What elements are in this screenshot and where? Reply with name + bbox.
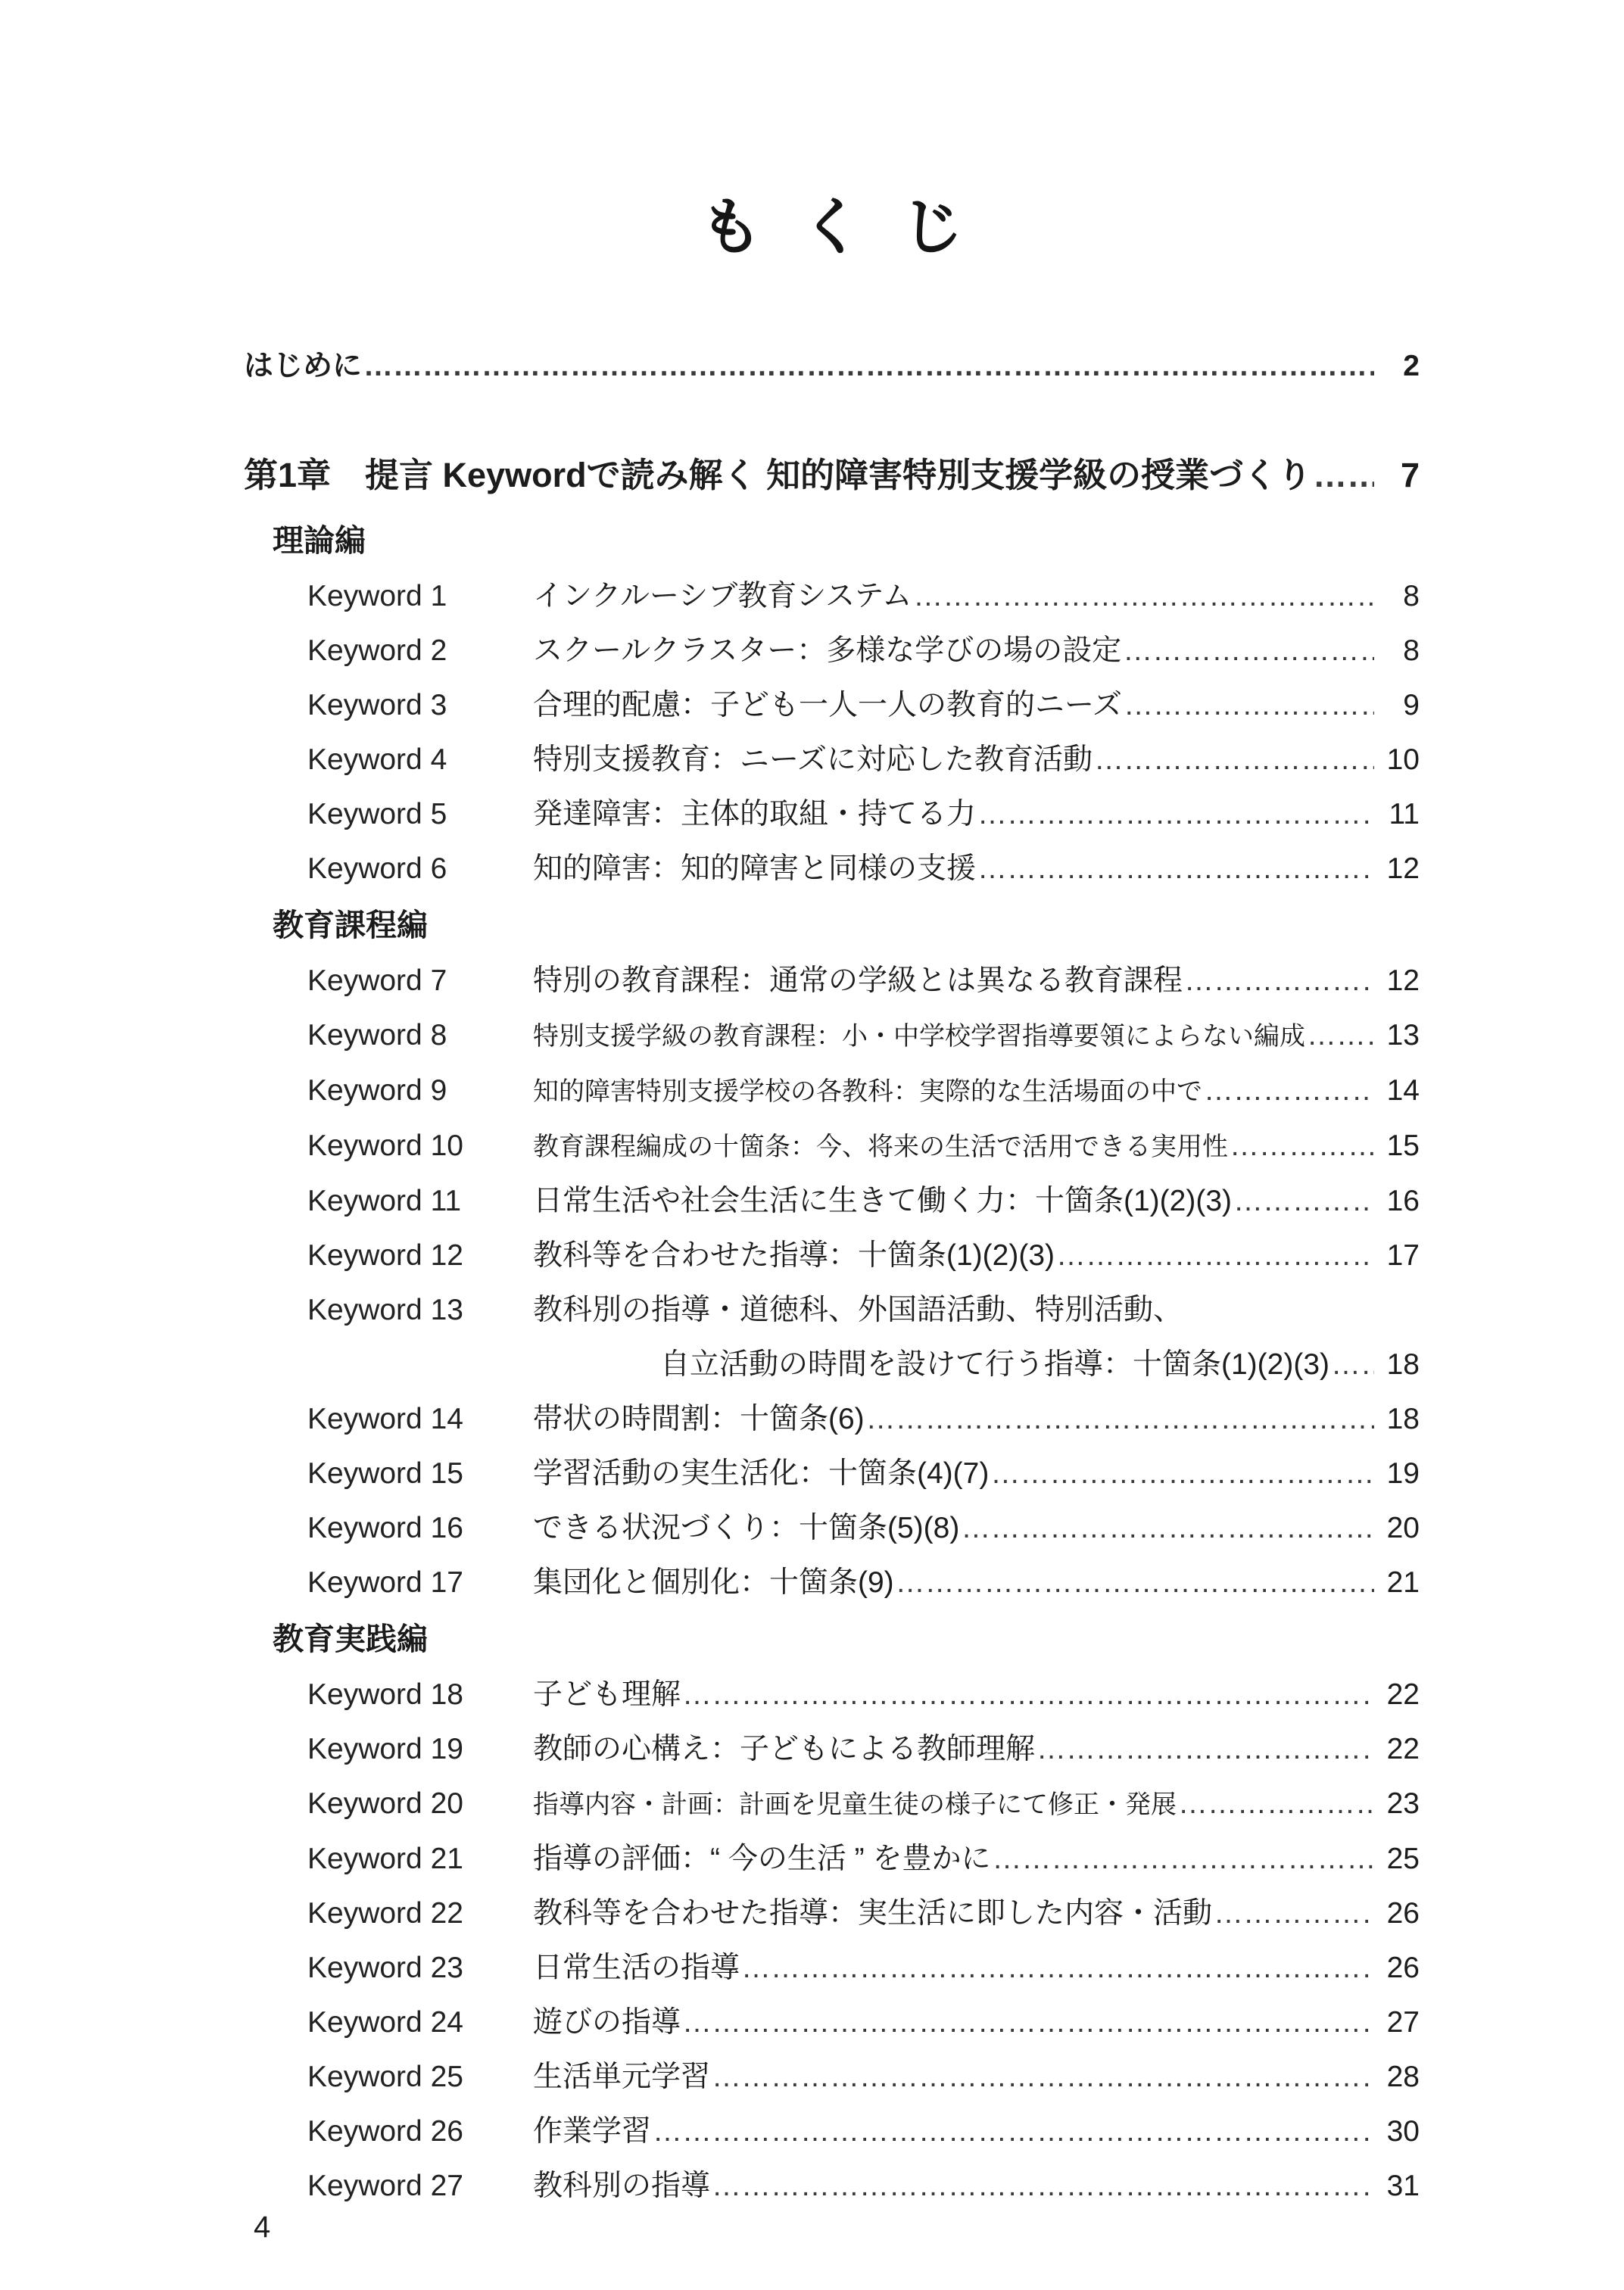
toc-entry (244, 1119, 1420, 1174)
toc-entry (244, 1008, 1420, 1064)
entry-title: 指導内容・計画：計画を児童生徒の様子にて修正・発展 (533, 1790, 1177, 1819)
entry-title: 日常生活の指導 (533, 1952, 740, 1984)
entry-title: 日常生活や社会生活に生きて働く力：十箇条(1)(2)(3) (533, 1185, 1232, 1217)
dot-leader (363, 338, 1374, 394)
dot-leader (682, 1668, 1374, 1722)
toc-entry (244, 2105, 1420, 2159)
toc-entry-frontmatter (244, 338, 1420, 394)
dot-leader (896, 1556, 1374, 1610)
keyword-label: Keyword 23 (307, 1952, 463, 1984)
toc-entry (244, 1447, 1420, 1501)
toc-entry (244, 1501, 1420, 1556)
entry-title: 教科別の指導 (533, 2170, 711, 2202)
dot-leader (1331, 1338, 1374, 1392)
keyword-label: Keyword 26 (307, 2115, 463, 2148)
toc-entry (244, 954, 1420, 1008)
entry-title: 帯状の時間割：十箇条(6) (533, 1403, 865, 1435)
keyword-label: Keyword 4 (307, 743, 447, 776)
keyword-label: Keyword 1 (307, 580, 447, 612)
dot-leader (1313, 444, 1374, 507)
toc-entry (244, 624, 1420, 678)
keyword-label: Keyword 8 (307, 1019, 447, 1052)
entry-title: スクールクラスター：多様な学びの場の設定 (533, 634, 1122, 667)
entry-title: 特別支援教育：ニーズに対応した教育活動 (533, 743, 1093, 776)
entry-title: 特別支援学級の教育課程：小・中学校学習指導要領によらない編成 (533, 1022, 1305, 1051)
dot-leader (1123, 624, 1374, 678)
entry-title: インクルーシブ教育システム (533, 580, 912, 612)
keyword-label: Keyword 16 (307, 1512, 463, 1544)
entry-page-number: 12 (1386, 964, 1420, 997)
toc-entry (244, 1996, 1420, 2050)
keyword-label: Keyword 13 (307, 1294, 463, 1326)
entry-page-number: 26 (1386, 1952, 1420, 1984)
entry-page-number: 16 (1386, 1185, 1420, 1217)
keyword-label: Keyword 6 (307, 852, 447, 885)
entry-page-number: 19 (1386, 1457, 1420, 1490)
dot-leader (992, 1832, 1374, 1887)
dot-leader (1178, 1777, 1374, 1831)
entry-page-number: 8 (1403, 634, 1420, 667)
toc-entry (244, 678, 1420, 733)
dot-leader (1233, 1174, 1374, 1229)
keyword-label: Keyword 21 (307, 1843, 463, 1875)
toc-body (244, 512, 1420, 2214)
toc-entry (244, 1229, 1420, 1283)
entry-page-number: 10 (1386, 743, 1420, 776)
toc-entry (244, 733, 1420, 787)
toc-entry (244, 2050, 1420, 2105)
entry-page-number: 22 (1386, 1678, 1420, 1711)
keyword-label: Keyword 2 (307, 634, 447, 667)
entry-page-number: 18 (1386, 1403, 1420, 1435)
entry-title: 作業学習 (533, 2115, 652, 2148)
dot-leader (866, 1392, 1374, 1447)
entry-title: 集団化と個別化：十箇条(9) (533, 1566, 894, 1599)
keyword-label: Keyword 3 (307, 689, 447, 721)
keyword-label: Keyword 17 (307, 1566, 463, 1599)
chapter-page-number: 7 (1400, 456, 1420, 494)
entry-page-number: 25 (1386, 1843, 1420, 1875)
entry-title: 生活単元学習 (533, 2061, 711, 2093)
entry-page-number: 8 (1403, 580, 1420, 612)
entry-page-number: 15 (1386, 1129, 1420, 1162)
entry-title: 自立活動の時間を設けて行う指導：十箇条(1)(2)(3) (660, 1348, 1329, 1381)
dot-leader (990, 1447, 1374, 1501)
entry-page-number: 26 (1386, 1897, 1420, 1930)
dot-leader (977, 787, 1374, 842)
keyword-label: Keyword 22 (307, 1897, 463, 1930)
toc-entry (244, 1722, 1420, 1777)
toc-entry (244, 1064, 1420, 1119)
keyword-label: Keyword 27 (307, 2170, 463, 2202)
toc-entry (244, 842, 1420, 896)
dot-leader (1230, 1119, 1374, 1173)
entry-title: 特別の教育課程：通常の学級とは異なる教育課程 (533, 964, 1183, 997)
keyword-label: Keyword 10 (307, 1129, 463, 1162)
frontmatter-page-number: 2 (1403, 350, 1420, 382)
keyword-label: Keyword 24 (307, 2006, 463, 2039)
keyword-label: Keyword 18 (307, 1678, 463, 1711)
dot-leader (712, 2050, 1374, 2105)
keyword-label: Keyword 25 (307, 2061, 463, 2093)
toc-entry (244, 569, 1420, 624)
dot-leader (712, 2159, 1374, 2214)
dot-leader (1184, 954, 1374, 1008)
keyword-label: Keyword 12 (307, 1239, 463, 1272)
entry-page-number: 22 (1386, 1733, 1420, 1765)
entry-page-number: 31 (1386, 2170, 1420, 2202)
dot-leader (977, 842, 1374, 896)
entry-page-number: 21 (1386, 1566, 1420, 1599)
entry-page-number: 23 (1386, 1787, 1420, 1820)
chapter-label: 第1章 提言 Keywordで読み解く 知的障害特別支援学級の授業づくり (244, 456, 1312, 494)
dot-leader (1307, 1008, 1374, 1063)
entry-page-number: 14 (1386, 1074, 1420, 1107)
keyword-label: Keyword 14 (307, 1403, 463, 1435)
entry-title: 教師の心構え：子どもによる教師理解 (533, 1733, 1036, 1765)
dot-leader (1124, 678, 1374, 733)
entry-title: できる状況づくり：十箇条(5)(8) (533, 1512, 960, 1544)
toc-entry-chapter1 (244, 444, 1420, 507)
keyword-label: Keyword 9 (307, 1074, 447, 1107)
entry-title: 遊びの指導 (533, 2006, 681, 2039)
toc-entry (244, 1556, 1420, 1610)
entry-page-number: 12 (1386, 852, 1420, 885)
entry-title: 指導の評価：“ 今の生活 ” を豊かに (533, 1843, 991, 1875)
dot-leader (1094, 733, 1374, 787)
section-label: 教育課程編 (273, 908, 428, 942)
keyword-label: Keyword 19 (307, 1733, 463, 1765)
keyword-label: Keyword 15 (307, 1457, 463, 1490)
dot-leader (653, 2105, 1374, 2159)
entry-page-number: 18 (1386, 1348, 1420, 1381)
entry-title: 発達障害：主体的取組・持てる力 (533, 798, 977, 830)
entry-title: 学習活動の実生活化：十箇条(4)(7) (533, 1457, 990, 1490)
entry-page-number: 11 (1389, 798, 1420, 830)
section-label: 理論編 (273, 523, 366, 558)
toc-entry (244, 1174, 1420, 1229)
entry-title: 子ども理解 (533, 1678, 681, 1711)
keyword-label: Keyword 5 (307, 798, 447, 830)
dot-leader (1204, 1064, 1374, 1118)
entry-title: 合理的配慮：子ども一人一人の教育的ニーズ (533, 689, 1123, 721)
keyword-label: Keyword 7 (307, 964, 447, 997)
dot-leader (1036, 1722, 1374, 1777)
entry-title: 教育課程編成の十箇条：今、将来の生活で活用できる実用性 (533, 1133, 1228, 1161)
toc-entry (244, 1392, 1420, 1447)
section-label: 教育実践編 (273, 1622, 428, 1656)
toc-entry (244, 1283, 1420, 1338)
dot-leader (1214, 1887, 1374, 1941)
entry-title: 教科等を合わせた指導：十箇条(1)(2)(3) (533, 1239, 1055, 1272)
toc-entry (244, 1941, 1420, 1996)
entry-page-number: 30 (1386, 2115, 1420, 2148)
entry-page-number: 28 (1386, 2061, 1420, 2093)
dot-leader (961, 1501, 1374, 1556)
toc-entry (244, 1832, 1420, 1887)
dot-leader (741, 1941, 1374, 1996)
folio-page-number: 4 (254, 2211, 271, 2244)
toc-entry (244, 1668, 1420, 1722)
entry-title: 知的障害：知的障害と同様の支援 (533, 852, 977, 885)
toc-entry-continuation (244, 1338, 1420, 1392)
toc-entry (244, 1887, 1420, 1941)
entry-page-number: 13 (1386, 1019, 1420, 1052)
entry-title: 教科等を合わせた指導：実生活に即した内容・活動 (533, 1897, 1213, 1930)
toc-entry (244, 2159, 1420, 2214)
keyword-label: Keyword 20 (307, 1787, 463, 1820)
frontmatter-label: はじめに (244, 350, 363, 382)
keyword-label: Keyword 11 (307, 1185, 462, 1217)
entry-page-number: 20 (1386, 1512, 1420, 1544)
page-title: もくじ (700, 193, 1002, 262)
entry-title: 知的障害特別支援学校の各教科：実際的な生活場面の中で (533, 1077, 1202, 1106)
toc-entry (244, 1777, 1420, 1832)
dot-leader (913, 569, 1374, 624)
entry-page-number: 27 (1386, 2006, 1420, 2039)
entry-page-number: 9 (1403, 689, 1420, 721)
toc-entry (244, 787, 1420, 842)
entry-page-number: 17 (1386, 1239, 1420, 1272)
dot-leader (1056, 1229, 1374, 1283)
dot-leader (682, 1996, 1374, 2050)
entry-title: 教科別の指導・道徳科、外国語活動、特別活動、 (533, 1294, 1183, 1326)
